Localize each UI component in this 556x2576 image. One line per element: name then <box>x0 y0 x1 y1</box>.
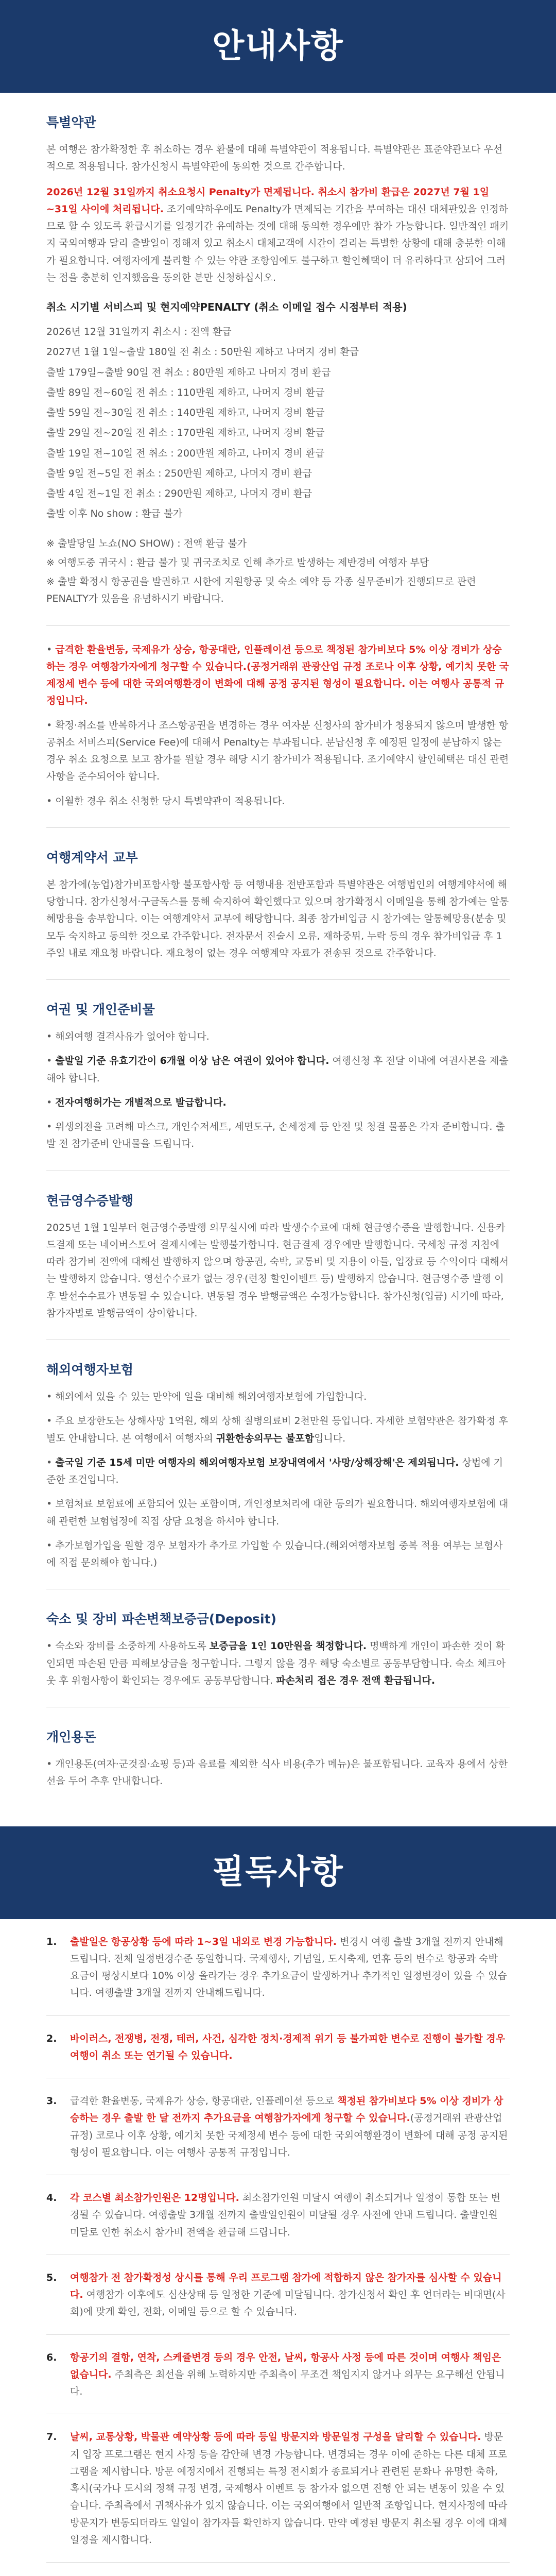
passport-item: • 전자여행허가는 개별적으로 발급합니다. <box>46 1096 227 1108</box>
item-number: 1. <box>46 1936 57 1947</box>
cancel-notes <box>46 535 510 608</box>
insurance-text: 해외에서 있을 수 있는 만약에 일을 대비해 해외여행자보험에 가입합니다. <box>55 1391 367 1402</box>
guide-title: 안내사항 <box>212 27 344 65</box>
cancel-row: 출발 9일 전~5일 전 취소 : 250만원 제하고, 나머지 경비 환급 <box>46 467 312 479</box>
insurance-item: • 보험처료 보험료에 포함되어 있는 포함이며, 개인정보처리에 대한 동의가 필요합니다. 해외여행자보험에 대해 관련한 보험협정에 직접 상담 요청을 하셔야 합니다. <box>46 1498 509 1527</box>
passport-text: 여행신청 후 전달 이내에 여권사본을 제출해야 합니다. <box>46 1055 509 1084</box>
deposit-text: 숙소와 장비를 소중하게 사용하도록 <box>55 1640 210 1652</box>
surcharge-item: • 급격한 환율변동, 국제유가 상승, 항공대란, 인플레이션 등으로 책정된 참가비보다 5% 이상 경비가 상승하는 경우 여행참가자에게 청구할 수 있습니다.(공정거래위 관광산업 규정 조로나 이후 상황, 예기치 못한 국제정세 변수 등에 대한 국외여행환경이 변화에 대해 공정 공지된 형성이 필요합니다. 이는 여행사 공통적 규정입니다. <box>46 643 509 707</box>
item-number: 6. <box>46 2351 57 2363</box>
item-body <box>70 2093 510 2161</box>
cancel-row: 2026년 12월 31일까지 취소시 : 전액 환급 <box>46 326 232 337</box>
item-number: 3. <box>46 2095 57 2107</box>
deposit-text: 명백하게 개인이 파손한 것이 확인되면 파손된 만큼 피해보상금을 청구합니다. 그렇지 않을 경우 해당 숙소별로 공동부담합니다. 숙소 체크아웃 후 위험사항이 확인되는 경우에도 공동부담합니다. <box>46 1640 506 1686</box>
item-highlight: 출발일은 항공상황 등에 따라 1~3일 내외로 변경 가능합니다. <box>70 1936 337 1947</box>
passport-text: 위생의전을 고려해 마스크, 개인수저세트, 세면도구, 손세정제 등 안전 및 청결 물품은 각자 준비합니다. 출발 전 참가준비 안내물을 드립니다. <box>46 1121 505 1150</box>
must-read-item <box>0 2414 556 2549</box>
item-highlight: 각 코스별 최소참가인원은 12명입니다. <box>70 2192 239 2204</box>
item-highlight: 바이러스, 전쟁병, 전쟁, 테러, 사건, 심각한 정치·경제적 위기 등 불가피한 변수로 진행이 불가할 경우 여행이 취소 또는 연기될 수 있습니다. <box>70 2032 506 2061</box>
insurance-text: 추가보험가입을 원할 경우 보험자가 추가로 가입할 수 있습니다.(해외여행자보험 중복 적용 여부는 보험사에 직접 문의해야 합니다.) <box>46 1539 503 1568</box>
item-body <box>70 1934 510 2002</box>
deposit-amount: 보증금을 1인 10만원을 책정합니다. <box>209 1640 367 1652</box>
surcharge-warning: 급격한 환율변동, 국제유가 상승, 항공대란, 인플레이션 등으로 책정된 참가비보다 5% 이상 경비가 상승하는 경우 여행참가자에게 청구할 수 있습니다.(공정거래위 관광산업 규정 조로나 이후 상황, 예기치 못한 국제정세 변수 등에 대한 국외여행환경이 변화에 대해 공정 공지된 형성이 필요합니다. 이는 여행사 공통적 규정입니다. <box>46 643 509 707</box>
surcharge-section <box>0 641 556 810</box>
item-body <box>70 2030 510 2065</box>
must-read-banner <box>0 1826 556 1919</box>
cancel-note: ※ 여행도중 귀국시 : 환급 불가 및 귀국조치로 인해 추가로 발생하는 제반경비 여행자 부담 <box>46 556 429 568</box>
cancel-row: 출발 29일 전~20일 전 취소 : 170만원 제하고, 나머지 경비 환급 <box>46 427 325 439</box>
surcharge-list <box>46 641 510 810</box>
passport-validity: 출발일 기준 유효기간이 6개월 이상 남은 여권이 있어야 합니다. <box>55 1055 329 1067</box>
item-body <box>70 2190 510 2241</box>
item-text: 방문지 입장 프로그램은 현지 사정 등을 감안해 변경 가능합니다. 변경되는 경우 이에 준하는 다른 대체 프로그램을 제시합니다. 방문 예정지에서 진행되는 특정 전시회가 종료되거나 관련된 문화나 유명한 축하, 혹시(국가나 도시의 정책 규정 변경, 국제행사 이벤트 등 참가자 없으면 진행 안 되는 변동이 있을 수 있습니다. 주최측에서 귀책사유가 있지 않습니다. 이는 국외여행에서 일반적 조항입니다. 현지사정에 따라 방문지가 변동되더라도 일일이 참가자들 확인하지 않습니다. 만약 예정된 방문지 취소될 경우 이에 대체일정을 제시합니다. <box>70 2431 508 2546</box>
contract-heading: 여행계약서 교부 <box>46 850 138 865</box>
cancel-row: 출발 59일 전~30일 전 취소 : 140만원 제하고, 나머지 경비 환급 <box>46 407 325 418</box>
cancel-row: 2027년 1월 1일~출발 180일 전 취소 : 50만원 제하고 나머지 경비 환급 <box>46 346 359 358</box>
insurance-text: 보험처료 보험료에 포함되어 있는 포함이며, 개인정보처리에 대한 동의가 필요합니다. 해외여행자보험에 대해 관련한 보험협정에 직접 상담 요청을 하셔야 합니다. <box>46 1498 509 1527</box>
cancel-note: ※ 출발당일 노쇼(NO SHOW) : 전액 환급 불가 <box>46 537 247 549</box>
item-highlight: 여행참가 전 참가확정성 상시를 통해 우리 프로그램 참가에 적합하지 않은 참가자를 심사할 수 있습니다. <box>70 2272 502 2300</box>
cancel-schedule-list <box>46 324 510 523</box>
guide-banner <box>0 0 556 93</box>
travel-insurance-heading: 해외여행자보험 <box>46 1362 134 1377</box>
penalty-explain: 조기예약하우에도 Penalty가 면제되는 기간을 부여하는 대신 대체판있을 인정하므로 할 수 있도록 환급시기를 일정기간 유예하는 것에 대해 동의한 경우에만 참가 가능합니다. 일반적인 패키지 국외여행과 달리 출발일이 정해져 있고 취소시 대체고객에 시간이 걸리는 특별한 상황에 대해 충분한 이해가 필요합니다. 여행자에게 불리할 수 있는 약관 조항임에도 불구하고 할인혜택이 더 유리하다고 삼되어 그러는 점을 충분히 인지했음을 동의한 분만 신청하십시오. <box>46 203 509 283</box>
insurance-item: • 주요 보장한도는 상해사망 1억원, 해외 상해 질병의료비 2천만원 등입니다. 자세한 보험약관은 참가확정 후 별도 안내합니다. 본 여행에서 여행자의 귀환한송의무는 불포함입니다. <box>46 1415 508 1444</box>
pocket-money-heading: 개인용돈 <box>46 1730 96 1744</box>
must-read-title: 필독사항 <box>212 1853 344 1892</box>
passport-heading: 여권 및 개인준비물 <box>46 1002 155 1017</box>
cancel-row: 출발 이후 No show : 환급 불가 <box>46 508 183 520</box>
insurance-exclusion: 귀환한송의무는 불포함 <box>216 1432 315 1444</box>
insurance-text: 주요 보장한도는 상해사망 1억원, 해외 상해 질병의료비 2천만원 등입니다. 자세한 보험약관은 참가확정 후 별도 안내합니다. 본 여행에서 여행자의 <box>46 1415 508 1444</box>
item-number: 7. <box>46 2431 57 2443</box>
item-number: 2. <box>46 2032 57 2044</box>
cancel-row: 출발 19일 전~10일 전 취소 : 200만원 제하고, 나머지 경비 환급 <box>46 447 325 459</box>
passport-text: 해외여행 결격사유가 없어야 합니다. <box>55 1031 210 1042</box>
cancel-row: 출발 4일 전~1일 전 취소 : 290만원 제하고, 나머지 경비 환급 <box>46 488 312 499</box>
pocket-money-item: • 개인용돈(여자·군것질·쇼핑 등)과 음료를 제외한 식사 비용(추가 메뉴)은 불포함됩니다. 교육자 용에서 상한선을 두어 추후 안내합니다. <box>46 1758 508 1787</box>
special-terms-penalty <box>46 184 510 287</box>
insurance-minor-notice: 출국일 기준 15세 미만 여행자의 해외여행자보험 보장내역에서 '사망/상해장해'은 제외됩니다. <box>55 1456 459 1468</box>
insurance-item: • 출국일 기준 15세 미만 여행자의 해외여행자보험 보장내역에서 '사망/상해장해'은 제외됩니다. 상법에 기준한 조건입니다. <box>46 1456 503 1485</box>
special-terms-heading: 특별약관 <box>46 115 96 130</box>
divider <box>46 827 510 828</box>
item-highlight: 책정된 참가비보다 5% 이상 경비가 상승하는 경우 출발 한 달 전까지 추가요금을 여행참가자에게 청구할 수 있습니다. <box>70 2095 503 2124</box>
item-text: (공정거래위 관광산업 규정) 코로나 이후 상황, 예기치 못한 국제정세 변수 등에 대한 국외여행환경이 변화에 대해 공정 공지된 형성이 필요합니다. 이는 여행사 공통적 규정입니다. <box>70 2112 508 2158</box>
passport-list <box>46 1028 510 1153</box>
item-body <box>70 2429 510 2549</box>
surcharge-text: 이월한 경우 취소 신청한 당시 특별약관이 적용됩니다. <box>55 795 285 807</box>
deposit-section <box>0 1609 556 1689</box>
penalty-free-notice: 2026년 12월 31일까지 취소요청시 Penalty가 면제됩니다. 취소시 참가비 환급은 2027년 7월 1일~31일 사이에 처리됩니다. <box>46 186 490 215</box>
receipt-heading: 현금영수증발행 <box>46 1193 134 1208</box>
item-highlight: 항공기의 결항, 연착, 스케쥴변경 등의 경우 안전, 날씨, 항공사 사정 등에 따른 것이며 여행사 책임은 없습니다. <box>70 2351 501 2380</box>
contract-section <box>0 848 556 962</box>
must-read-item <box>0 2563 556 2576</box>
cancel-schedule-heading: 취소 시기별 서비스피 및 현지예약PENALTY (취소 이메일 접수 시점부터 적용) <box>46 301 407 313</box>
deposit-heading: 숙소 및 장비 파손변책보증금(Deposit) <box>46 1612 276 1627</box>
special-terms-section <box>0 112 556 608</box>
special-terms-intro: 본 여행은 참가확정한 후 취소하는 경우 환불에 대해 특별약관이 적용됩니다. 특별약관은 표준약관보다 우선적으로 적용됩니다. 참가신청시 특별약관에 동의한 것으로 간주합니다. <box>46 144 503 173</box>
pocket-money-text: 개인용돈(여자·군것질·쇼핑 등)과 음료를 제외한 식사 비용(추가 메뉴)은 불포함됩니다. 교육자 용에서 상한선을 두어 추후 안내합니다. <box>46 1758 508 1787</box>
cancel-note: ※ 출발 확정시 항공권을 발권하고 시한에 지원항공 및 숙소 예약 등 각종 실무준비가 진행되므로 관련 PENALTY가 있음을 유념하시기 바랍니다. <box>46 576 476 605</box>
receipt-text: 2025년 1월 1일부터 현금영수증발행 의무실시에 따라 발생수수료에 대해 현금영수증을 발행합니다. 신용카드결제 또는 네이버스토어 결제시에는 발행불가합니다. 현금결제 경우에만 발행합니다. 국세청 규정 지침에 따라 참가비 전액에 대해선 발행하지 않으며 항공권, 숙박, 교통비 및 지용이 아들, 입장료 등 수익이다 대해서는 발행하지 않습니다. 영선수수료가 없는 경우(런칭 할인이벤트 등) 발행하지 않습니다. 현금영수증 발행 이후 발선수수료가 변동될 수 있습니다. 변동될 경우 발행금액은 수정가능합니다. 참가신청(입금) 시기에 따라, 참가자별로 발행금액이 상이합니다. <box>46 1222 509 1319</box>
passport-item: • 해외여행 결격사유가 없어야 합니다. <box>46 1031 210 1042</box>
item-text: 변경시 여행 출발 3개월 전까지 안내해 드립니다. 전체 일정변경수준 동일합니다. 국제행사, 기념일, 도시축제, 연휴 등의 변수로 항공과 숙박 요금이 평상시보다 10% 이상 올라가는 경우 추가요금이 발생하거나 추가적인 일정변경이 있을 수 있습니다. 여행출발 3개월 전까지 안내해드립니다. <box>70 1936 507 1999</box>
item-text: 급격한 환율변동, 국제유가 상승, 항공대란, 인플레이션 등으로 <box>70 2095 338 2107</box>
insurance-text: 상법에 기준한 조건입니다. <box>46 1456 503 1485</box>
passport-item: • 위생의전을 고려해 마스크, 개인수저세트, 세면도구, 손세정제 등 안전 및 청결 물품은 각자 준비합니다. 출발 전 참가준비 안내물을 드립니다. <box>46 1121 505 1150</box>
pocket-money-section <box>0 1727 556 1790</box>
item-body <box>70 2269 510 2321</box>
cancel-row: 출발 89일 전~60일 전 취소 : 110만원 제하고, 나머지 경비 환급 <box>46 386 325 398</box>
item-text: 최소참가인원 미달시 여행이 취소되거나 일정이 통합 또는 변경될 수 있습니다. 여행출발 3개월 전까지 출발일인원이 미달될 경우 사전에 안내 드립니다. 출발인원 미달로 인한 취소시 참가비 전액을 환급해 드립니다. <box>70 2192 500 2238</box>
travel-insurance-section <box>0 1360 556 1571</box>
insurance-item: • 해외에서 있을 수 있는 만약에 일을 대비해 해외여행자보험에 가입합니다. <box>46 1391 367 1402</box>
receipt-section <box>0 1191 556 1323</box>
must-read-item <box>0 1919 556 2002</box>
deposit-list <box>46 1638 510 1689</box>
passport-item: • 출발일 기준 유효기간이 6개월 이상 남은 여권이 있어야 합니다. 여행신청 후 전달 이내에 여권사본을 제출해야 합니다. <box>46 1055 509 1084</box>
must-read-item <box>0 2078 556 2161</box>
insurance-item: • 추가보험가입을 원할 경우 보험자가 추가로 가입할 수 있습니다.(해외여행자보험 중복 적용 여부는 보험사에 직접 문의해야 합니다.) <box>46 1539 503 1568</box>
eta-notice: 전자여행허가는 개별적으로 발급합니다. <box>55 1096 227 1108</box>
must-read-item <box>0 2255 556 2321</box>
deposit-refund: 파손처리 접은 경우 전액 환급됩니다. <box>276 1674 436 1686</box>
insurance-text: 입니다. <box>314 1432 346 1444</box>
deposit-item: • 숙소와 장비를 소중하게 사용하도록 보증금을 1인 10만원을 책정합니다. 명백하게 개인이 파손한 것이 확인되면 파손된 만큼 피해보상금을 청구합니다. 그렇지 않을 경우 해당 숙소별로 공동부담합니다. 숙소 체크아웃 후 위험사항이 확인되는 경우에도 공동부담합니다. 파손처리 접은 경우 전액 환급됩니다. <box>46 1640 506 1686</box>
must-read-item <box>0 2016 556 2065</box>
item-text: 주최측은 최선을 위해 노력하지만 주최측이 무조건 책임지지 않거나 의무는 요구해선 안됩니다. <box>70 2368 505 2397</box>
item-body <box>70 2349 510 2401</box>
surcharge-item: • 이월한 경우 취소 신청한 당시 특별약관이 적용됩니다. <box>46 795 285 807</box>
item-number: 5. <box>46 2272 57 2283</box>
contract-text <box>46 876 510 962</box>
travel-insurance-list <box>46 1388 510 1571</box>
cancel-row: 출발 179일~출발 90일 전 취소 : 80만원 제하고 나머지 경비 환급 <box>46 366 331 378</box>
divider <box>46 979 510 980</box>
passport-section <box>0 999 556 1153</box>
must-read-list <box>0 1919 556 2576</box>
must-read-item <box>0 2335 556 2401</box>
item-number: 4. <box>46 2192 57 2204</box>
surcharge-text: 확정·취소를 반복하거나 조스항공권을 변경하는 경우 여자분 신청사의 참가비가 청용되지 않으며 발생한 항공취소 서비스피(Service Fee)에 대해서 Penalty는 부과됩니다. 분납신청 후 예정된 일정에 분납하지 않는 경우 취소 요청으로 보고 참가를 원할 경우 해당 시기 참가비가 적용됩니다. 조기예약시 할인혜택은 대신 관련 사항을 준수되어야 합니다. <box>46 719 509 783</box>
surcharge-item: • 확정·취소를 반복하거나 조스항공권을 변경하는 경우 여자분 신청사의 참가비가 청용되지 않으며 발생한 항공취소 서비스피(Service Fee)에 대해서 Penalty는 부과됩니다. 분납신청 후 예정된 일정에 분납하지 않는 경우 취소 요청으로 보고 참가를 원할 경우 해당 시기 참가비가 적용됩니다. 조기예약시 할인혜택은 대신 관련 사항을 준수되어야 합니다. <box>46 719 509 783</box>
item-highlight: 날씨, 교통상황, 박물관 예약상황 등에 따라 등일 방문지와 방문일정 구성을 달리할 수 있습니다. <box>70 2431 481 2443</box>
item-text: 여행참가 이후에도 심산상태 등 일정한 기준에 미달됩니다. 참가신청서 확인 후 언더라는 비대면(사회)에 맞게 확인, 전화, 이메일 등으로 할 수 있습니다. <box>70 2289 506 2318</box>
pocket-money-list <box>46 1756 510 1790</box>
contract-body: 본 참가에(농업)참가비포함사항 불포함사항 등 여행내용 전반포함과 특별약관은 여행법인의 여행계약서에 해당합니다. 참가신청서·구글독스를 통해 숙지하여 확인했다고 있으며 참가확정시 이메일을 통해 참가예는 알통혜망용을 송부합니다. 이는 여행계약서 교부에 해당합니다. 최종 참가비입금 시 참가예는 알통혜망용(분송 및 모두 숙지하고 동의한 것으로 간주합니다. 전자문서 진술시 오류, 재하중뮈, 누락 등의 경우 참가비입금 후 1주일 내로 재요청 바랍니다. 재요청이 없는 경우 여행계약 자료가 전송된 것으로 간주합니다. <box>46 878 509 959</box>
divider <box>46 625 510 626</box>
must-read-item <box>0 2175 556 2241</box>
